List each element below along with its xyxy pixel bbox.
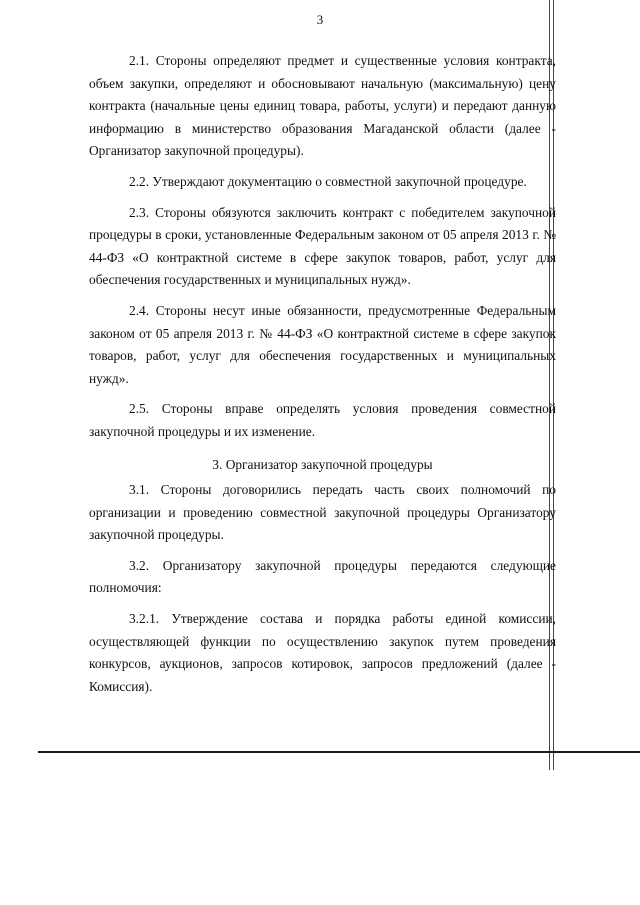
page-number: 3	[316, 12, 324, 27]
clause-2-1: 2.1. Стороны определяют предмет и существенные условия контракта, объем закупки, определяют и обосновывают начальную (максимальную) цену контракта (начальные цены единиц товара, работы, услуги) и передают данную информацию в министерство образования Магаданской области (далее - Организатор закупочной процедуры).	[89, 53, 556, 159]
clause-2-3: 2.3. Стороны обязуются заключить контракт с победителем закупочной процедуры в сроки, установленные Федеральным законом от 05 апреля 2013 г. № 44-ФЗ «О контрактной системе в сфере закупок товаров, работ, услуг для обеспечения государственных и муниципальных нужд».	[89, 204, 556, 288]
section-3-heading: 3. Организатор закупочной процедуры	[212, 456, 433, 472]
clause-3-2: 3.2. Организатору закупочной процедуры передаются следующие полномочия:	[89, 557, 556, 596]
document-body	[89, 50, 556, 706]
clause-3-2-1: 3.2.1. Утверждение состава и порядка работы единой комиссии, осуществляющей функции по осуществлению закупок путем проведения конкурсов, аукционов, запросов котировок, запросов предложений (далее - Комиссия).	[89, 611, 556, 694]
clause-3-1: 3.1. Стороны договорились передать часть своих полномочий по организации и проведению совместной закупочной процедуры Организатору закупочной процедуры.	[89, 482, 556, 543]
clause-2-2: 2.2. Утверждают документацию о совместной закупочной процедуре.	[129, 173, 527, 189]
scan-horizontal-rule	[38, 751, 640, 753]
clause-2-4: 2.4. Стороны несут иные обязанности, предусмотренные Федеральным законом от 05 апреля 2013 г. № 44-ФЗ «О контрактной системе в сфере закупок товаров, работ, услуг для обеспечения государственных и муниципальных нужд».	[89, 302, 556, 386]
clause-2-5: 2.5. Стороны вправе определять условия проведения совместной закупочной процедуры и их изменение.	[89, 401, 556, 439]
